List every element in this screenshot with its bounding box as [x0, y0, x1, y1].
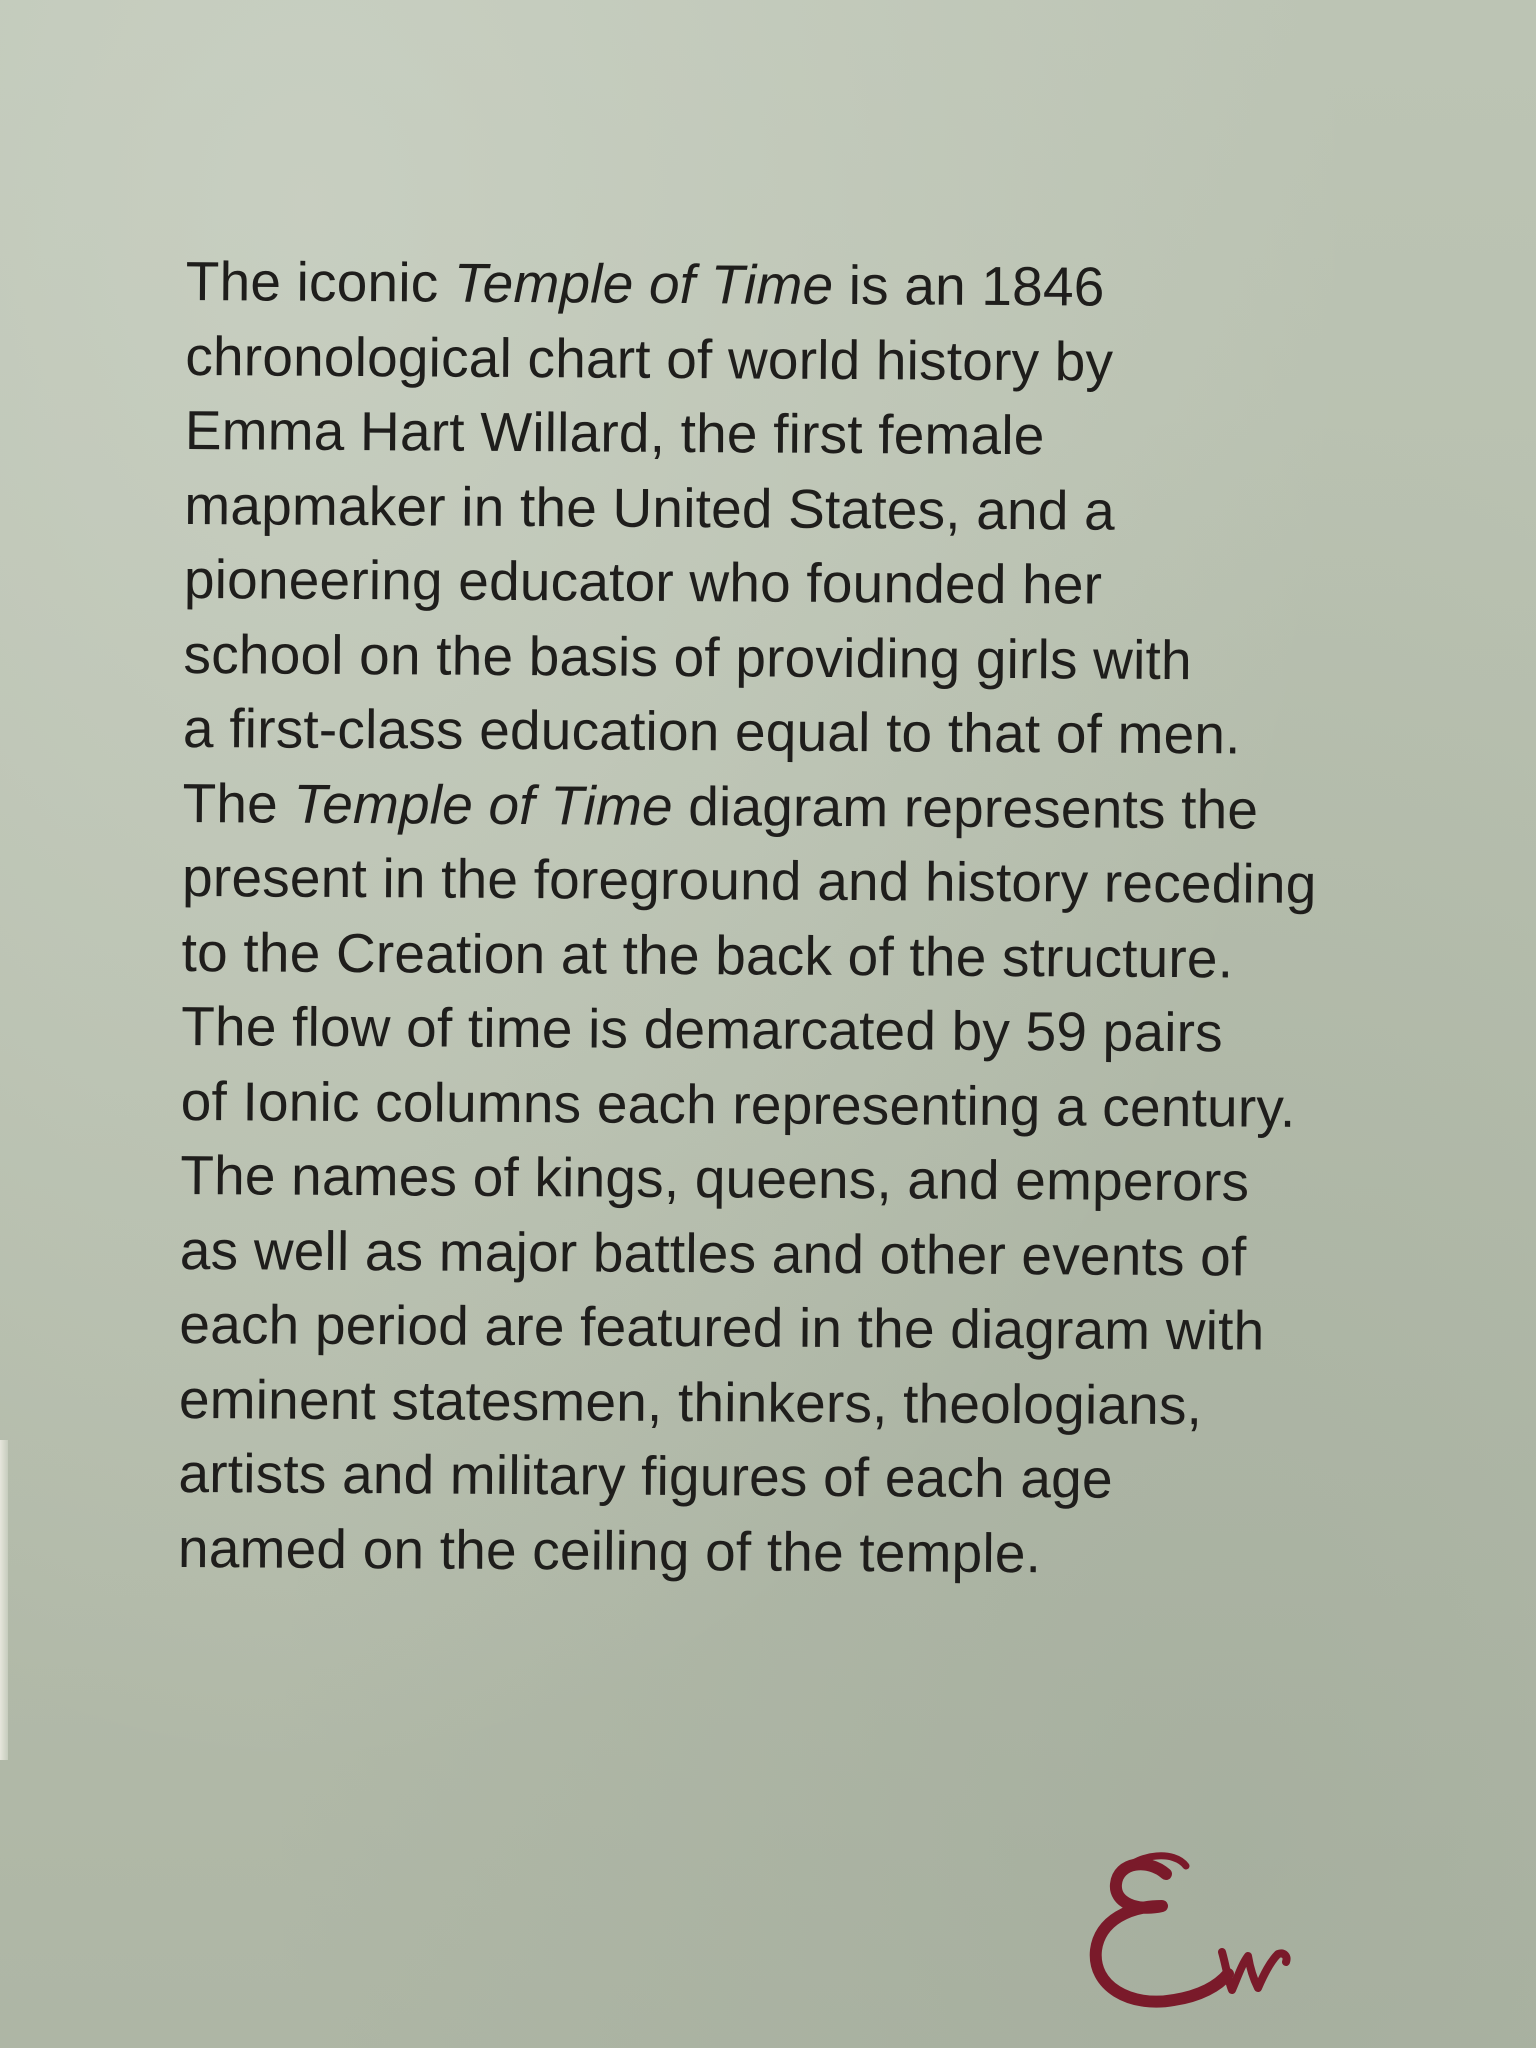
- text-line-1: [186, 244, 1486, 326]
- monogram-logo: [1070, 1840, 1310, 2040]
- text-line-8-start: The: [182, 771, 294, 835]
- text-line-8-end: diagram represents the: [672, 774, 1259, 841]
- title-italic-2: Temple of Time: [293, 772, 673, 837]
- card-edge-strip: [0, 1440, 8, 1760]
- text-line-15: each period are featured in the diagram with: [179, 1292, 1265, 1362]
- monogram-e-stroke: [1096, 1864, 1228, 2001]
- text-line-16: eminent statesmen, thinkers, theologians,: [178, 1367, 1203, 1436]
- title-italic: Temple of Time: [453, 251, 834, 316]
- text-line-6: school on the basis of providing girls with: [183, 622, 1192, 691]
- description-paragraph: [178, 244, 1486, 1593]
- text-line-4: mapmaker in the United States, and a: [184, 473, 1116, 542]
- text-line-18: named on the ceiling of the temple.: [177, 1516, 1042, 1584]
- text-line-8: [182, 765, 1482, 847]
- text-line-2: chronological chart of world history by: [185, 324, 1114, 393]
- text-line-1-end: is an 1846: [833, 253, 1105, 318]
- text-line-17: artists and military figures of each age: [178, 1441, 1113, 1510]
- text-line-12: of Ionic columns each representing a century.: [180, 1069, 1296, 1139]
- text-line-3: Emma Hart Willard, the first female: [184, 398, 1045, 467]
- text-line-10: to the Creation at the back of the structure.: [181, 920, 1234, 989]
- text-line-5: pioneering educator who founded her: [183, 547, 1103, 616]
- text-line-11: The flow of time is demarcated by 59 pairs: [181, 994, 1224, 1064]
- text-line-9: present in the foreground and history receding: [181, 845, 1317, 915]
- text-line-14: as well as major battles and other events of: [179, 1218, 1247, 1287]
- text-line-1-start: The iconic: [185, 249, 455, 314]
- text-line-7: a first-class education equal to that of men.: [182, 696, 1241, 766]
- text-line-13: The names of kings, queens, and emperors: [180, 1143, 1250, 1213]
